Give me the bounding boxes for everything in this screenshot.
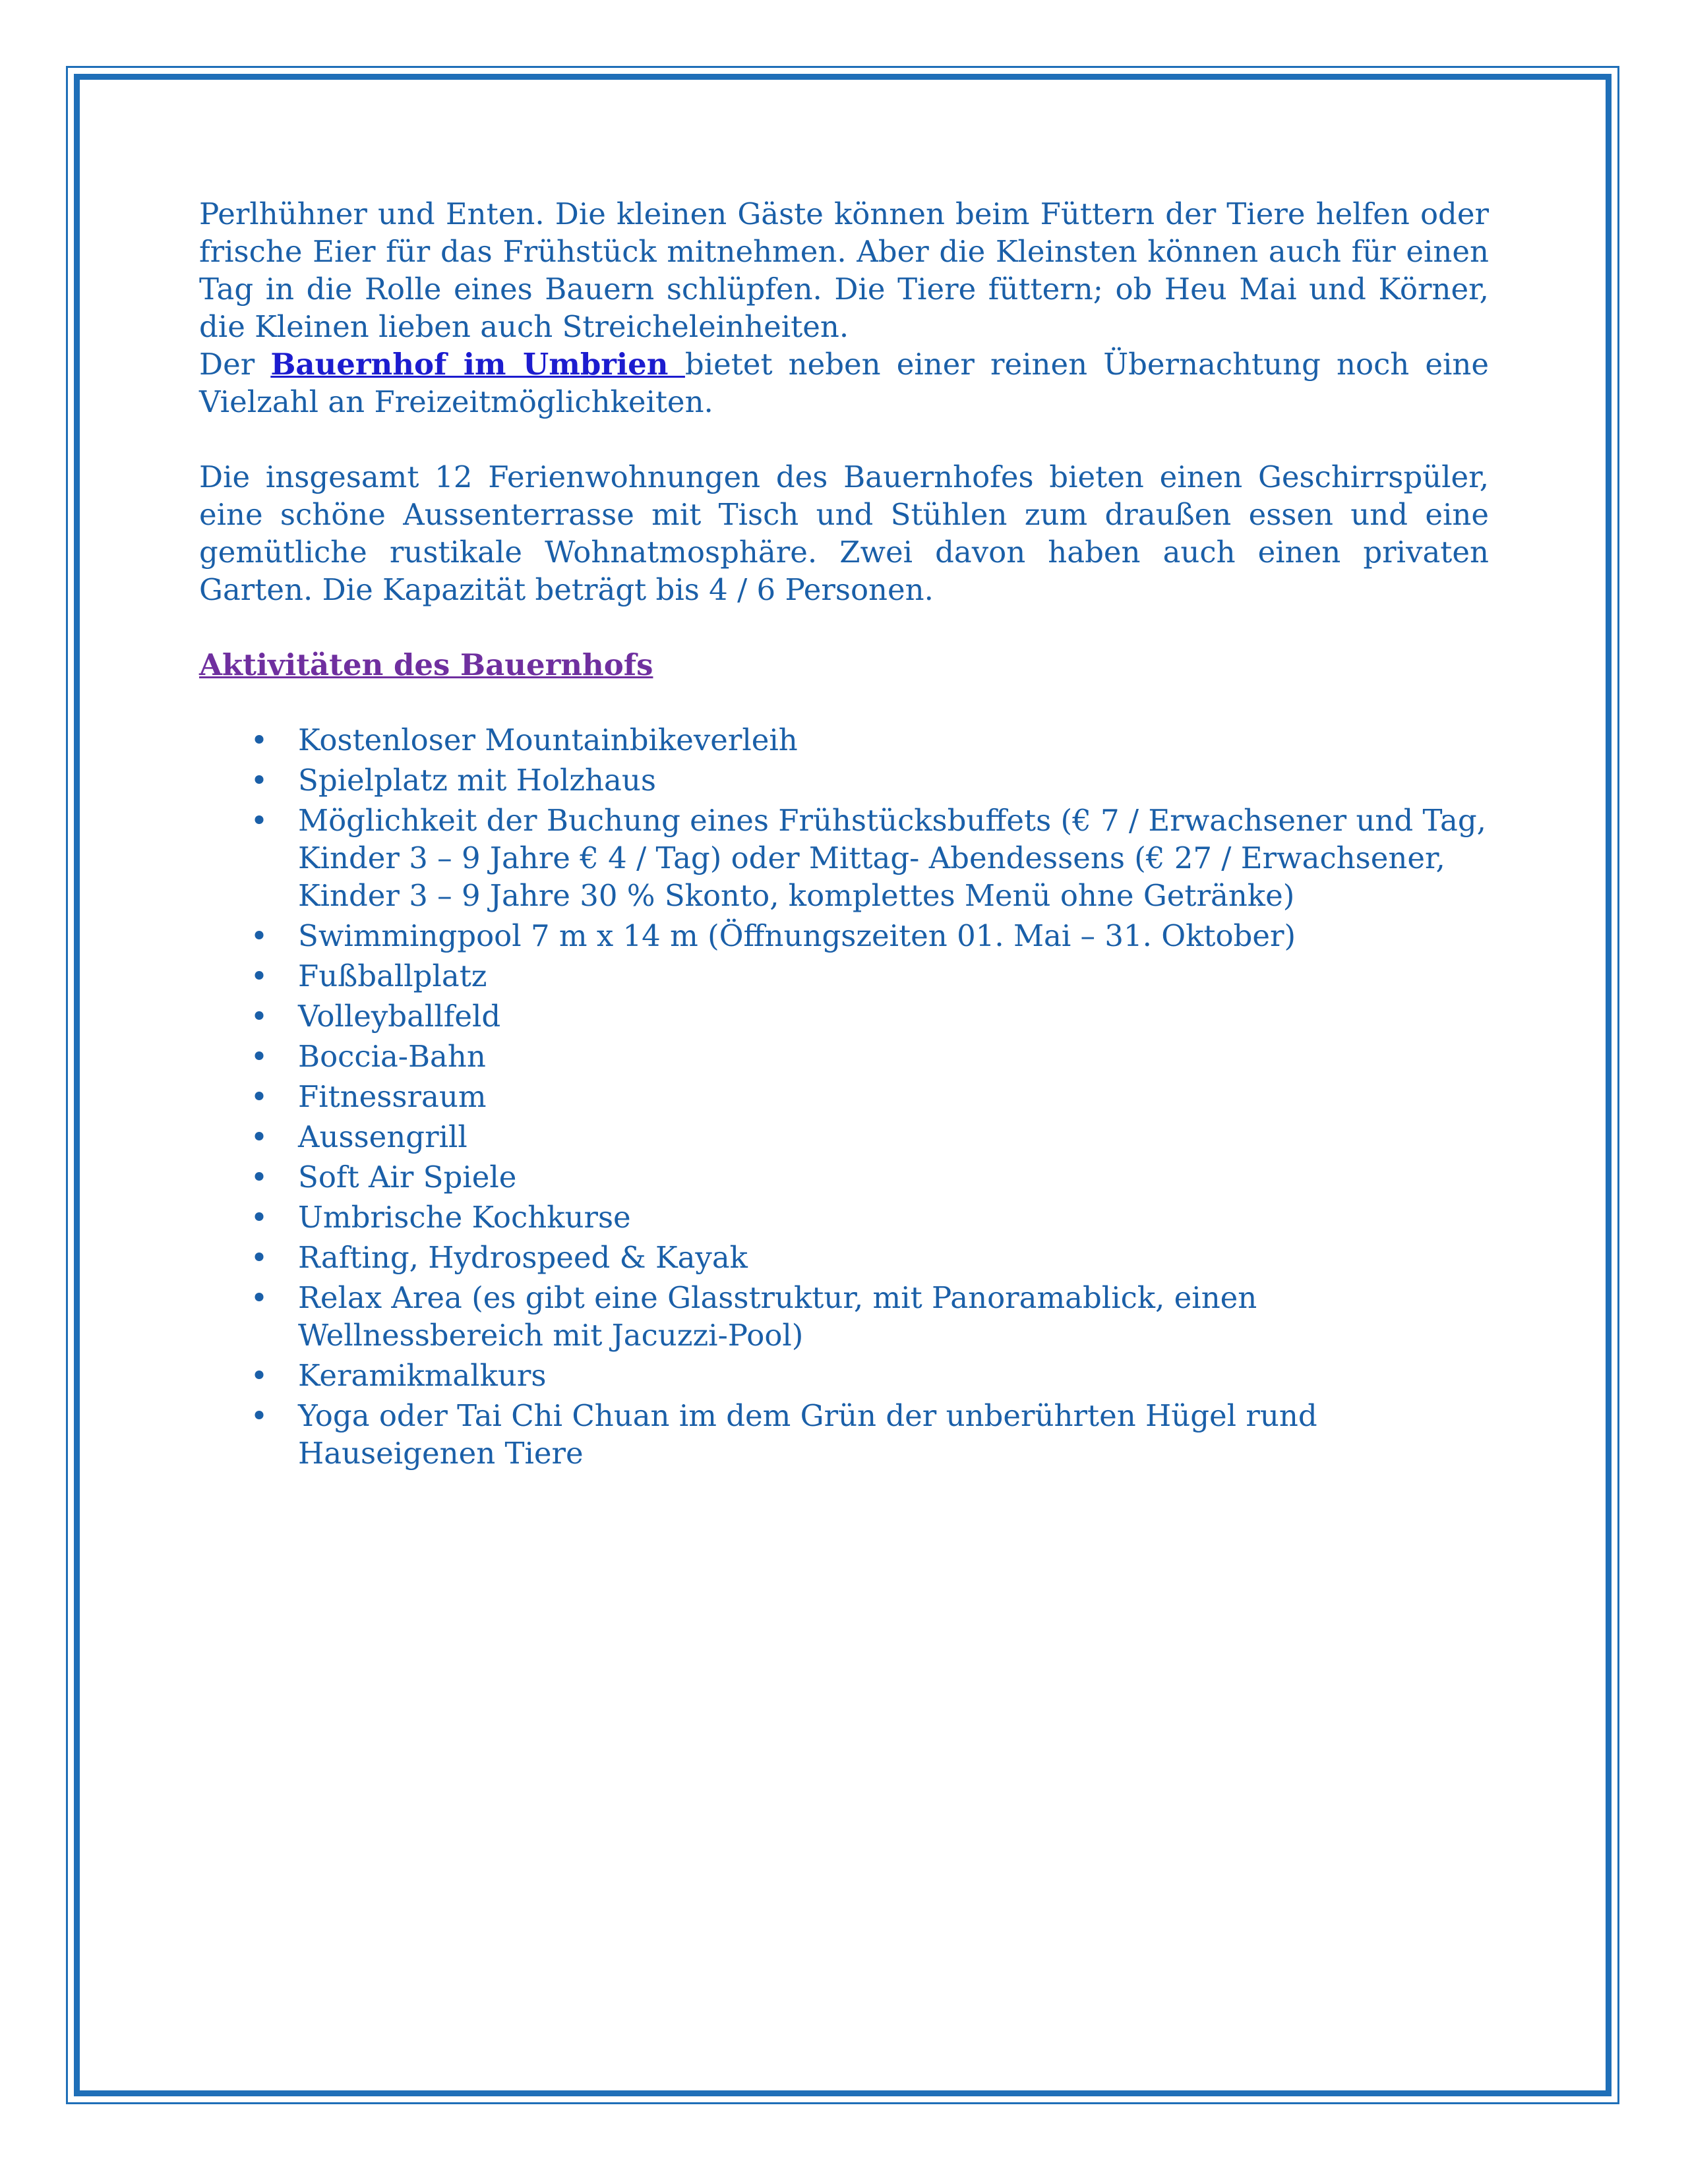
activity-item-text: Umbrische Kochkurse: [298, 1200, 631, 1235]
bullet-icon: •: [250, 1240, 268, 1275]
document-body: [199, 195, 1489, 1472]
spacer: [199, 608, 1489, 646]
intro-paragraph: [199, 195, 1489, 421]
activity-item-text: Spielplatz mit Holzhaus: [298, 763, 656, 798]
activity-item-text: Möglichkeit der Buchung eines Frühstücksbuffets (€ 7 / Erwachsener und Tag, Kinder 3 – 9 Jahre € 4 / Tag) oder Mittag- Abendessens (€ 27 / Erwachsener, Kinder 3 – 9 Jahre 30 % Skonto, komplettes Menü ohne Getränke): [298, 803, 1486, 913]
activity-item: [199, 721, 1489, 759]
bullet-icon: •: [250, 1160, 268, 1195]
activity-item-text: Volleyballfeld: [298, 999, 501, 1034]
activity-item: [199, 917, 1489, 955]
apartments-paragraph: Die insgesamt 12 Ferienwohnungen des Bauernhofes bieten einen Geschirrspüler, eine schöne Aussenterrasse mit Tisch und Stühlen zum draußen essen und eine gemütliche rustikale Wohnatmosphäre. Zwei davon haben auch einen privaten Garten. Die Kapazität beträgt bis 4 / 6 Personen.: [199, 459, 1489, 607]
activity-item: [199, 1078, 1489, 1115]
activities-list: [199, 721, 1489, 1472]
activity-item-text: Yoga oder Tai Chi Chuan im dem Grün der unberührten Hügel rund Hauseigenen Tiere: [298, 1398, 1317, 1471]
bullet-icon: •: [250, 1358, 268, 1393]
intro-rest: bietet neben einer reinen Übernachtung noch eine Vielzahl an Freizeitmöglichkeiten.: [199, 347, 1489, 419]
intro-der: Der: [199, 347, 271, 382]
activity-item-text: Relax Area (es gibt eine Glasstruktur, mit Panoramablick, einen Wellnessbereich mit Jacuzzi-Pool): [298, 1280, 1257, 1353]
bullet-icon: •: [250, 1079, 268, 1114]
activity-item-text: Fitnessraum: [298, 1079, 487, 1114]
activity-item: [199, 957, 1489, 995]
activity-item-text: Boccia-Bahn: [298, 1039, 486, 1074]
activity-item: [199, 1357, 1489, 1394]
activity-item: [199, 1279, 1489, 1354]
activities-heading: Aktivitäten des Bauernhofs: [199, 647, 653, 682]
activity-item: [199, 1198, 1489, 1236]
activity-item: [199, 1118, 1489, 1156]
bullet-icon: •: [250, 959, 268, 993]
activity-item: [199, 1239, 1489, 1276]
activity-item-text: Fußballplatz: [298, 959, 487, 993]
bullet-icon: •: [250, 999, 268, 1034]
activity-item-text: Swimmingpool 7 m x 14 m (Öffnungszeiten 01. Mai – 31. Oktober): [298, 918, 1296, 953]
bullet-icon: •: [250, 1280, 268, 1315]
activity-item-text: Aussengrill: [298, 1119, 467, 1154]
bullet-icon: •: [250, 1398, 268, 1433]
spacer: [199, 421, 1489, 458]
bullet-icon: •: [250, 918, 268, 953]
intro-text: Perlhühner und Enten. Die kleinen Gäste können beim Füttern der Tiere helfen oder frische Eier für das Frühstück mitnehmen. Aber die Kleinsten können auch für einen Tag in die Rolle eines Bauern schlüpfen. Die Tiere füttern; ob Heu Mai und Körner, die Kleinen lieben auch Streicheleinheiten.: [199, 196, 1489, 344]
bullet-icon: •: [250, 763, 268, 798]
bauernhof-link[interactable]: Bauernhof im Umbrien: [270, 347, 685, 382]
activity-item: [199, 997, 1489, 1035]
activity-item: [199, 1397, 1489, 1472]
bullet-icon: •: [250, 1039, 268, 1074]
bullet-icon: •: [250, 1200, 268, 1235]
activity-item: [199, 1038, 1489, 1075]
activity-item: [199, 761, 1489, 799]
activity-item-text: Rafting, Hydrospeed & Kayak: [298, 1240, 748, 1275]
activity-item-text: Kostenloser Mountainbikeverleih: [298, 723, 798, 757]
activity-item: [199, 802, 1489, 914]
activity-item-text: Keramikmalkurs: [298, 1358, 547, 1393]
activity-item-text: Soft Air Spiele: [298, 1160, 517, 1195]
bullet-icon: •: [250, 723, 268, 757]
bullet-icon: •: [250, 803, 268, 838]
activity-item: [199, 1158, 1489, 1196]
bullet-icon: •: [250, 1119, 268, 1154]
